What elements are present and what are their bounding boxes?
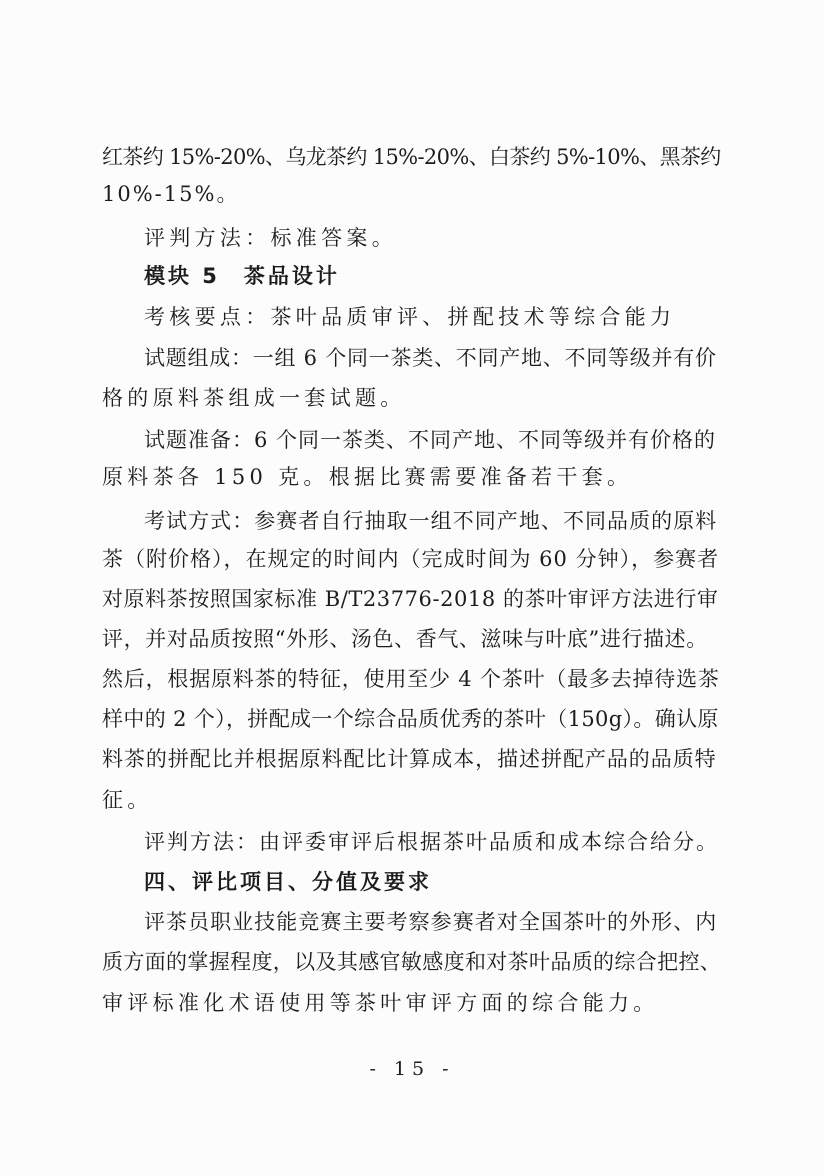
- body-text-line: 质方面的掌握程度，以及其感官敏感度和对茶叶品质的综合把控、: [102, 950, 722, 974]
- body-text-line: 征。: [102, 788, 153, 812]
- body-text-line: 评茶员职业技能竞赛主要考察参赛者对全国茶叶的外形、内: [144, 910, 718, 934]
- page-number: - 15 -: [369, 1058, 455, 1080]
- body-text-line: 格的原料茶组成一套试题。: [102, 386, 406, 410]
- body-text-line: 原料茶各 150 克。根据比赛需要准备若干套。: [102, 465, 633, 489]
- body-text-line: 对原料茶按照国家标准 B/T23776-2018 的茶叶审评方法进行审: [102, 587, 719, 611]
- body-text-line: 审评标准化术语使用等茶叶审评方面的综合能力。: [102, 991, 659, 1015]
- body-text-line: 评判方法：标准答案。: [144, 226, 397, 250]
- body-text-line: 试题组成：一组 6 个同一茶类、不同产地、不同等级并有价: [144, 346, 717, 370]
- body-text-line: 料茶的拼配比并根据原料配比计算成本，描述拼配产品的品质特: [102, 747, 717, 771]
- body-text-line: 然后，根据原料茶的特征，使用至少 4 个茶叶（最多去掉待选茶: [102, 667, 720, 691]
- body-text-line: 红茶约 15%-20%、乌龙茶约 15%-20%、白茶约 5%-10%、黑茶约: [102, 145, 721, 169]
- body-text-line: 考试方式：参赛者自行抽取一组不同产地、不同品质的原料: [144, 509, 718, 533]
- section-heading: 模块 5 茶品设计: [144, 264, 340, 288]
- body-text-line: 评，并对品质按照“外形、汤色、香气、滋味与叶底”进行描述。: [102, 627, 708, 651]
- body-text-line: 评判方法：由评委审评后根据茶叶品质和成本综合给分。: [144, 830, 719, 854]
- body-text-line: 茶（附价格），在规定的时间内（完成时间为 60 分钟），参赛者: [102, 547, 720, 571]
- body-text-line: 10%-15%。: [102, 182, 240, 206]
- section-heading: 四、评比项目、分值及要求: [144, 870, 432, 894]
- body-text-line: 试题准备：6 个同一茶类、不同产地、不同等级并有价格的: [144, 428, 717, 452]
- body-text-line: 样中的 2 个），拼配成一个综合品质优秀的茶叶（150g）。确认原: [102, 707, 719, 731]
- body-text-line: 考核要点：茶叶品质审评、拼配技术等综合能力: [144, 305, 676, 329]
